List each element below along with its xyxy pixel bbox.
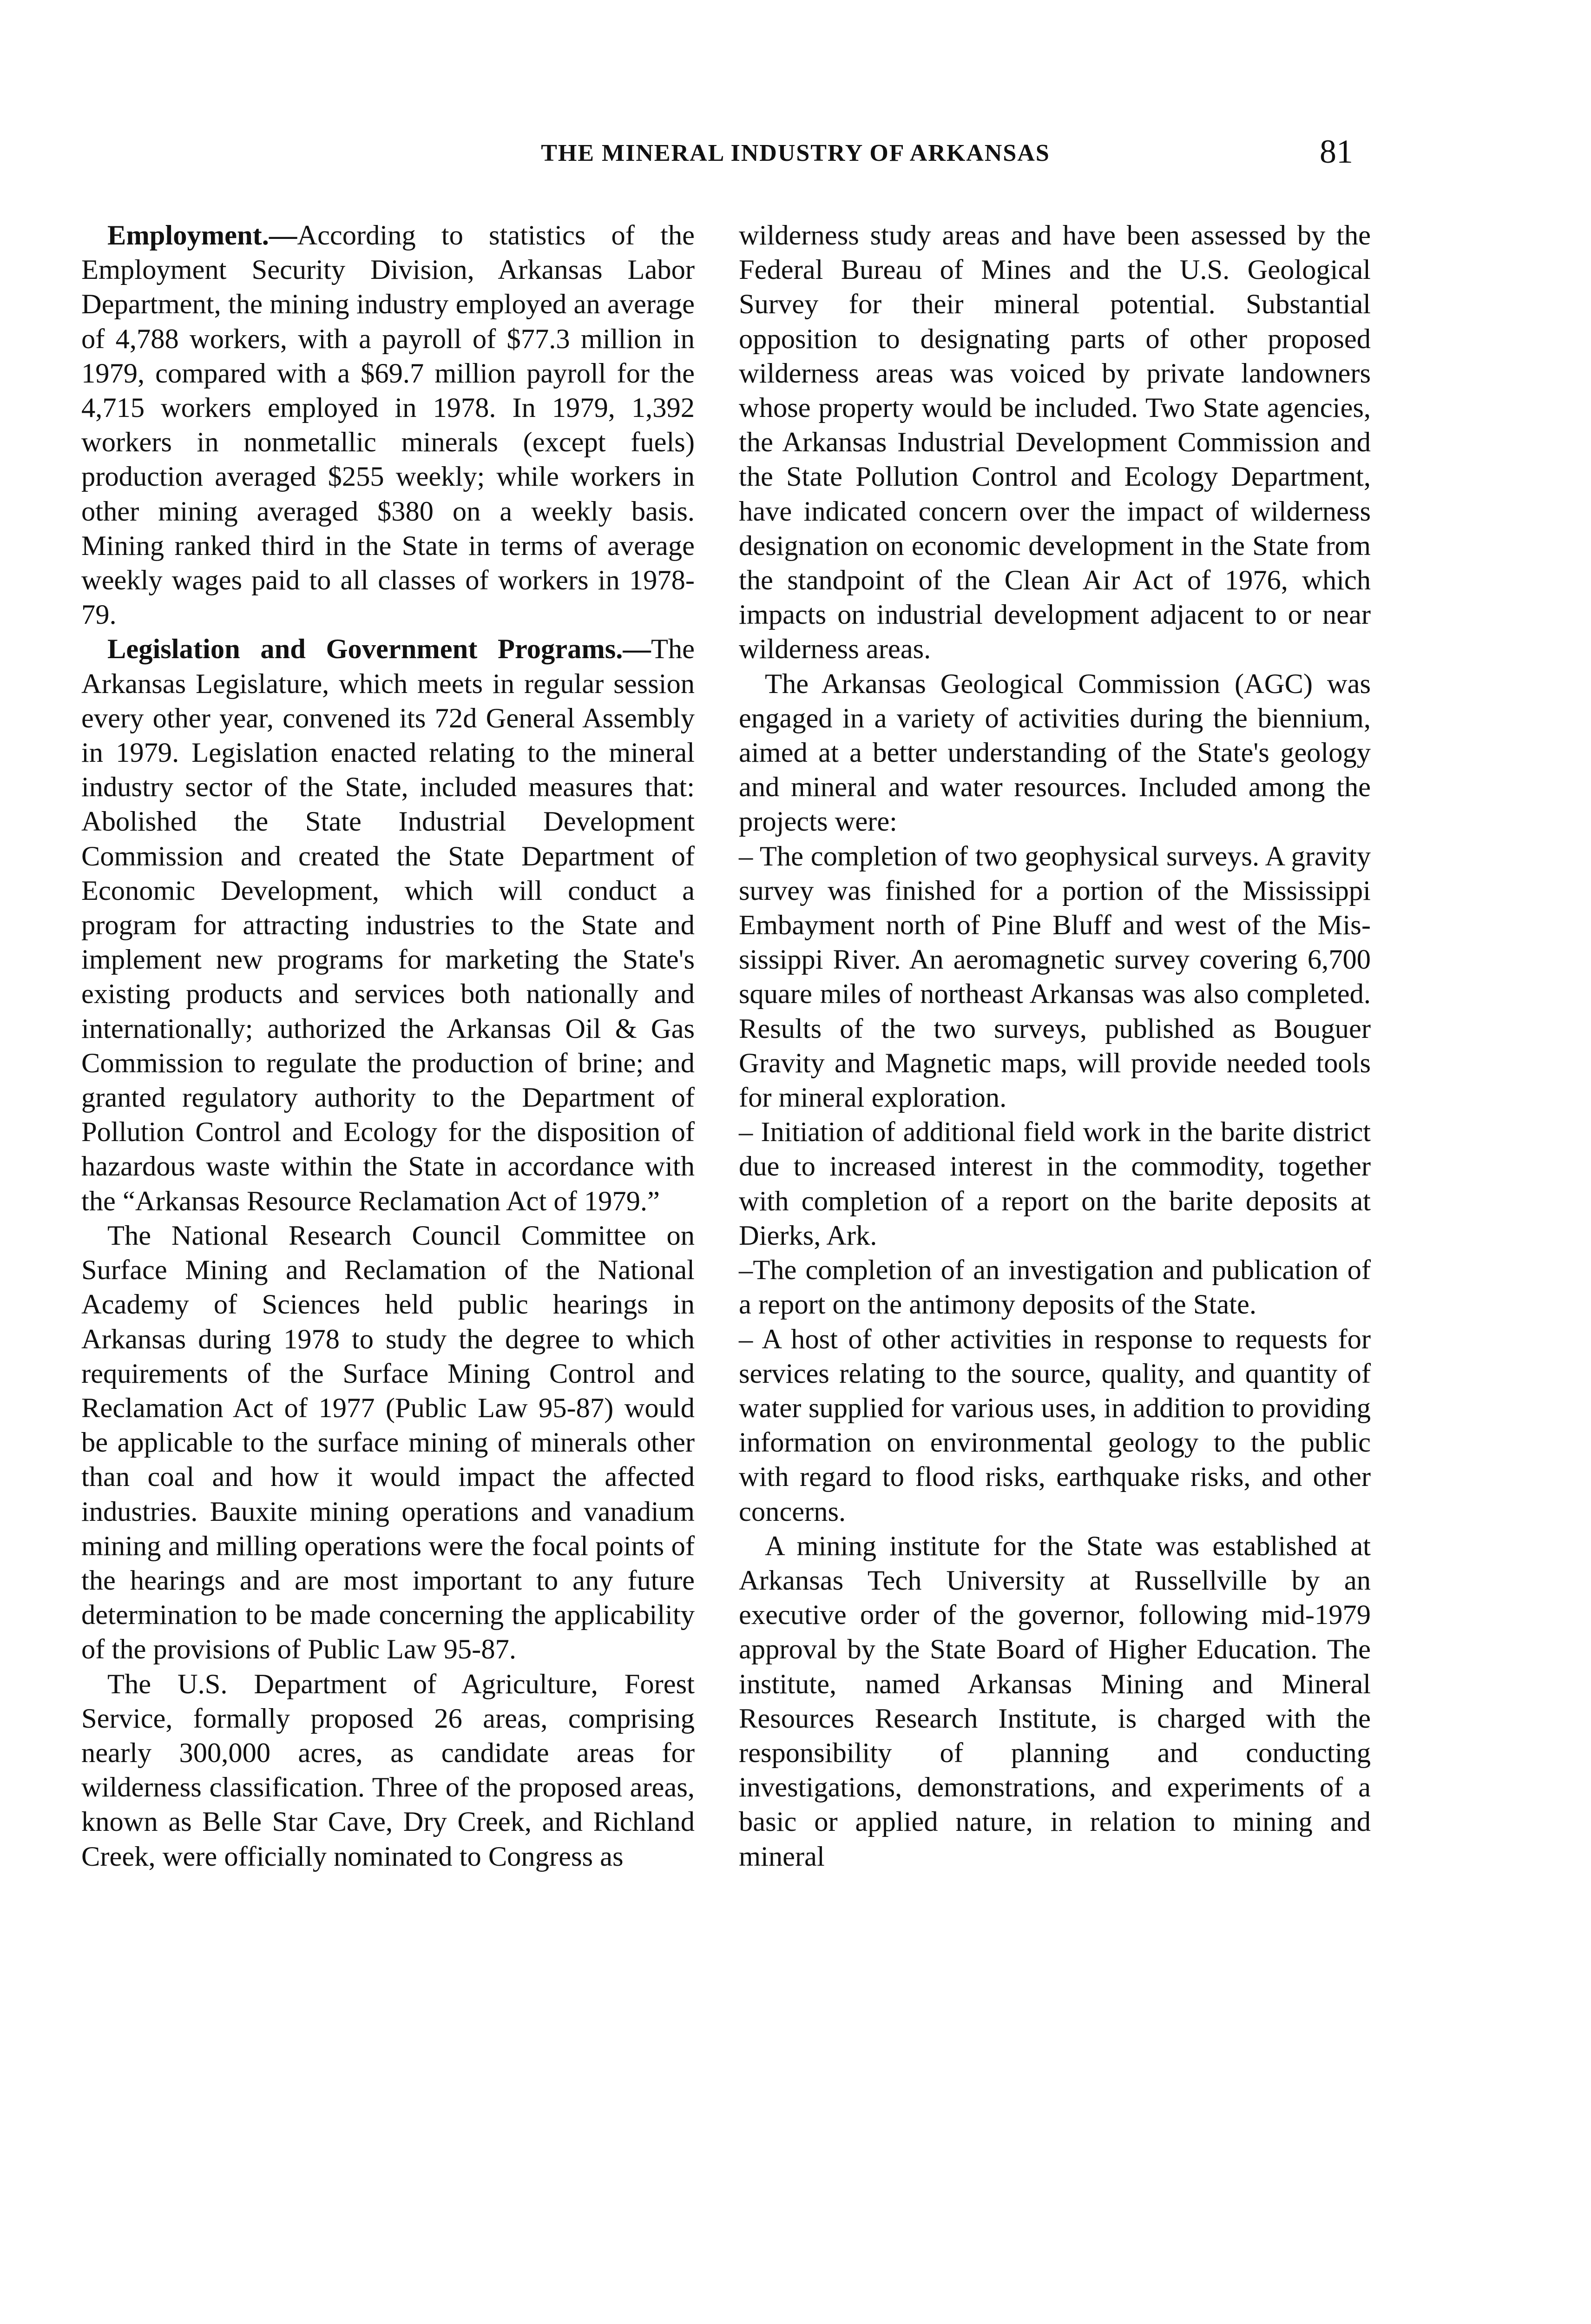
project-item-other-activities: – A host of other activities in response to requests for services relating to the source, quality, and quantity of water supplied for various uses, in addition to providing information on environmental geology to the public with regard to flood risks, earthquake risks, and other concerns. <box>739 1323 1371 1527</box>
employment-text: According to statistics of the Employment Security Division, Arkansas Labor Department, the mining industry employed an average of 4,788 workers, with a payroll of $77.3 million in 1979, compared with a $69.7 million payroll for the 4,715 workers employed in 1978. In 1979, 1,392 workers in nonmetallic minerals (except fuels) production averaged $255 weekly; while workers in other mining averaged $380 on a weekly basis. Mining ranked third in the State in terms of average weekly wages paid to all classes of workers in 1978-79. <box>81 220 695 631</box>
project-item-antimony-report: –The completion of an investigation and publication of a report on the antimony deposits of the State. <box>739 1254 1371 1320</box>
mining-institute-paragraph: A mining institute for the State was established at Arkansas Tech University at Russellville by an executive order of the governor, following mid-1979 approval by the State Board of Higher Education. The institute, named Arkansas Mining and Mineral Resources Research Institute, is charged with the responsibility of planning and conducting investigations, demonstrations, and experiments of a basic or applied nature, in relation to mining and mineral <box>739 1530 1371 1872</box>
legislation-paragraph <box>81 632 695 1218</box>
project-item-barite-fieldwork: – Initiation of additional field work in the barite district due to increased interest in the commodity, together with completion of a report on the barite deposits at Dierks, Ark. <box>739 1116 1371 1251</box>
employment-heading: Employment.— <box>107 220 297 251</box>
national-research-council-paragraph: The National Research Council Committee on Surface Mining and Reclamation of the National Academy of Sciences held public hearings in Arkansas during 1978 to study the degree to which requirements of the Surface Mining Control and Reclamation Act of 1977 (Public Law 95-87) would be applicable to the surface mining of minerals other than coal and how it would impact the affected industries. Bauxite mining operations and vanadium mining and milling operations were the focal points of the hearings and are most important to any future determination to be made concerning the applicability of the provisions of Public Law 95-87. <box>81 1220 695 1665</box>
running-header-title: THE MINERAL INDUSTRY OF ARKANSAS <box>541 140 1050 166</box>
legislation-text: The Arkansas Legislature, which meets in regular session every other year, convened its 72d General Assembly in 1979. Legislation enacted relating to the mineral industry sector of the State, included measures that: Abolished the State Industrial Development Commission and created the State Department of Economic Development, which will conduct a program for attracting industries to the State and implement new programs for marketing the State's existing products and services both nationally and internationally; authorized the Arkansas Oil & Gas Commission to regulate the production of brine; and granted regulatory authority to the Department of Pollution Control and Ecology for the disposition of hazardous waste within the State in accordance with the “Arkansas Resource Reclamation Act of 1979.” <box>81 634 695 1217</box>
left-column <box>81 218 695 1874</box>
right-column <box>739 218 1371 1874</box>
employment-paragraph <box>81 218 695 632</box>
project-item-geophysical-surveys: – The completion of two geophysical surveys. A gravity survey was finished for a portion of the Mississippi Embayment north of Pine Bluff and west of the Mississippi River. An aeromagnetic survey covering 6,700 square miles of northeast Arkansas was also completed. Results of the two surveys, published as Bouguer Gravity and Magnetic maps, will provide needed tools for mineral exploration. <box>739 840 1371 1114</box>
legislation-heading: Legislation and Government Programs.— <box>107 634 651 665</box>
agc-intro-paragraph: The Arkansas Geological Commission (AGC) was engaged in a variety of activities during the biennium, aimed at a better understanding of the State's geology and mineral and water resources. Included among the projects were: <box>739 668 1371 838</box>
forest-service-paragraph: The U.S. Department of Agriculture, Forest Service, formally proposed 26 areas, comprising nearly 300,000 acres, as candidate areas for wilderness classification. Three of the proposed areas, known as Belle Star Cave, Dry Creek, and Richland Creek, were officially nominated to Congress as <box>81 1668 695 1872</box>
page-number: 81 <box>1320 133 1353 170</box>
forest-service-continued-paragraph: wilderness study areas and have been assessed by the Federal Bureau of Mines and the U.S. Geological Survey for their mineral potential. Substantial opposition to designating parts of other proposed wilderness areas was voiced by private landowners whose property would be included. Two State agencies, the Arkansas Industrial Development Commission and the State Pollution Control and Ecology Department, have indicated concern over the impact of wilderness designation on economic development in the State from the standpoint of the Clean Air Act of 1976, which impacts on industrial development adjacent to or near wilderness areas. <box>739 220 1371 665</box>
